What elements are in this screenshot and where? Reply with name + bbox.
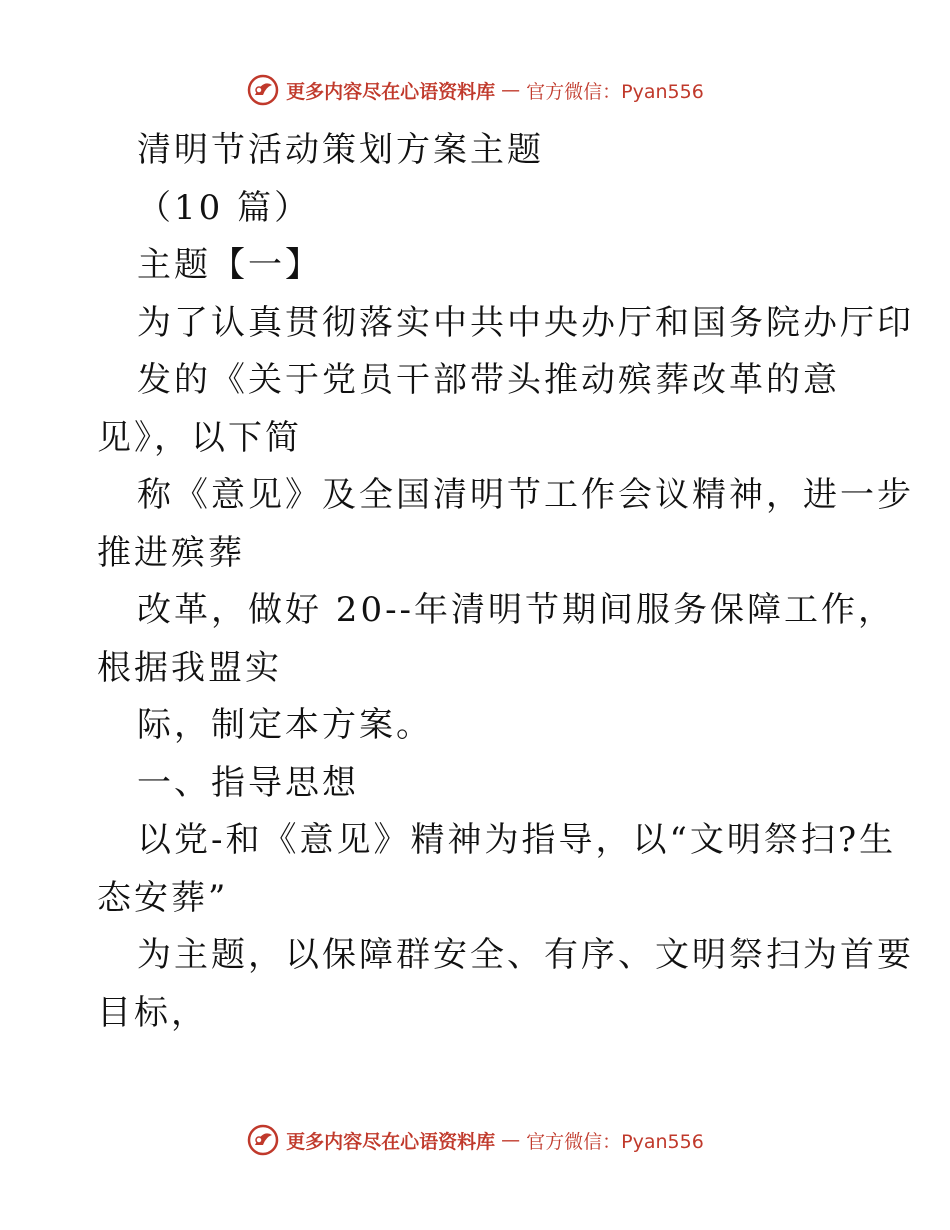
- document-line: 见》，以下简: [97, 417, 302, 458]
- watermark-dash: —: [501, 1129, 521, 1151]
- watermark-text: 更多内容尽在心语资料库: [286, 1130, 496, 1153]
- document-line: 主题【一】: [137, 245, 322, 285]
- document-line: 根据我盟实: [97, 647, 282, 688]
- watermark-wechat: 官方微信：Pyan556: [526, 80, 704, 103]
- document-line: （10 篇）: [137, 187, 312, 228]
- document-line: 称《意见》及全国清明节工作会议精神，进一步: [137, 475, 914, 515]
- document-line: 态安葬”: [97, 877, 229, 918]
- document-line: 一、指导思想: [137, 762, 359, 803]
- brand-logo-icon: [246, 73, 280, 107]
- document-line: 发的《关于党员干部带头推动殡葬改革的意: [137, 360, 840, 400]
- watermark-wechat: 官方微信：Pyan556: [526, 1130, 704, 1153]
- document-line: 清明节活动策划方案主题: [137, 130, 544, 170]
- document-line: 目标，: [97, 992, 208, 1033]
- document-line: 为主题，以保障群安全、有序、文明祭扫为首要: [137, 935, 914, 975]
- watermark-dash: —: [501, 79, 521, 101]
- brand-logo-icon: [246, 1123, 280, 1157]
- document-body: [97, 122, 914, 1042]
- footer-watermark: [0, 1120, 950, 1160]
- document-line: 以党-和《意见》精神为指导，以“文明祭扫?生: [137, 820, 897, 860]
- document-line: 为了认真贯彻落实中共中央办厅和国务院办厅印: [137, 302, 914, 343]
- document-line: 改革，做好 20--年清明节期间服务保障工作，: [137, 590, 896, 630]
- watermark-text: 更多内容尽在心语资料库: [286, 80, 496, 103]
- header-watermark: [0, 70, 950, 110]
- document-line: 际，制定本方案。: [137, 705, 433, 745]
- document-line: 推进殡葬: [97, 532, 245, 573]
